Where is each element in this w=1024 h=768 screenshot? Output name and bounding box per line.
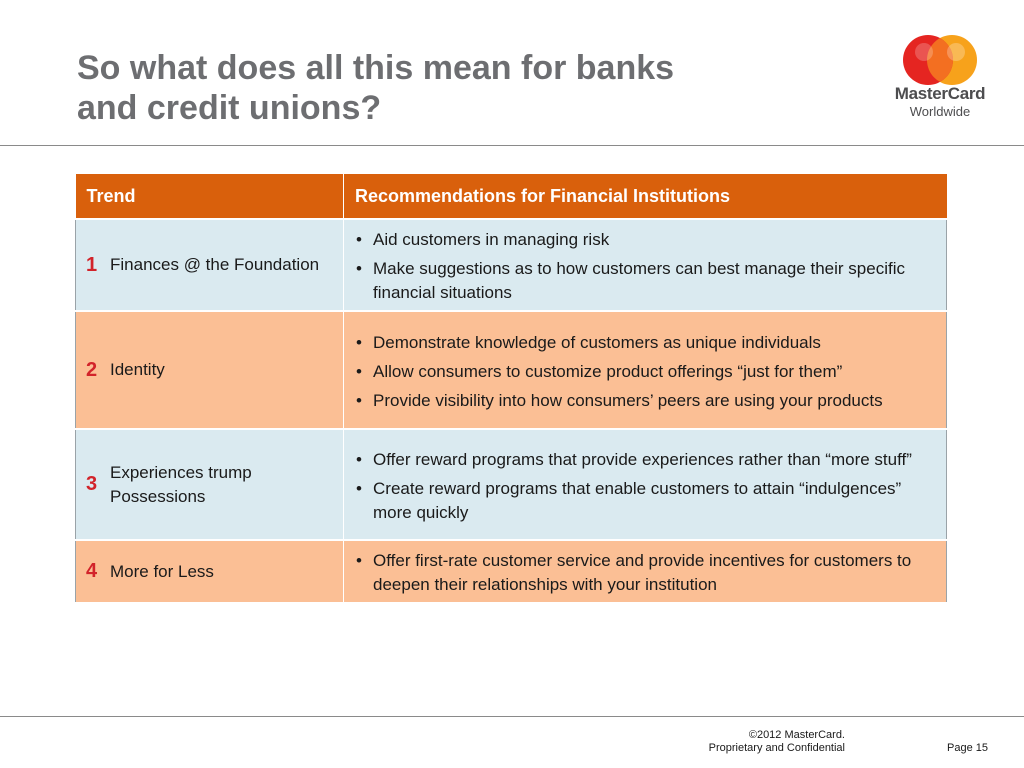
trend-cell — [76, 429, 344, 540]
list-item: • Allow consumers to customize product offerings “just for them” — [356, 360, 936, 384]
slide-title — [77, 48, 777, 128]
recommendations-cell — [344, 540, 947, 602]
trend-cell — [76, 540, 344, 602]
logo-brand-text: MasterCard — [894, 84, 986, 103]
trend-label: Identity — [110, 360, 165, 379]
recommendations-list — [344, 440, 946, 530]
list-item: • Offer first-rate customer service and provide incentives for customers to deepen their relationships with your institution — [356, 549, 936, 597]
recommendations-table — [75, 174, 947, 602]
slide-title-line-2: and credit unions? — [77, 89, 382, 127]
trend-label: Experiences trump Possessions — [110, 462, 252, 506]
copyright-text: ©2012 MasterCard. — [748, 729, 845, 741]
table-row — [76, 540, 947, 602]
trend-label: More for Less — [110, 561, 214, 581]
recommendations-list — [344, 220, 946, 310]
table-row — [76, 311, 947, 429]
slide-title-line-1: So what does all this mean for banks — [77, 49, 675, 87]
table-row — [76, 219, 947, 311]
trend-number: 3 — [86, 473, 98, 495]
table-row — [76, 429, 947, 540]
page-number: Page 15 — [947, 742, 988, 754]
trend-label: Finances @ the Foundation — [110, 255, 320, 274]
mastercard-circles-icon — [902, 34, 978, 86]
trend-number: 1 — [86, 253, 98, 276]
trend-number: 4 — [86, 560, 98, 582]
logo-sub-text: Worldwide — [909, 104, 971, 119]
footer-divider — [0, 716, 1024, 717]
list-item: • Aid customers in managing risk — [356, 228, 936, 252]
confidential-text: Proprietary and Confidential — [708, 742, 845, 754]
trend-cell — [76, 311, 344, 429]
trend-number: 2 — [86, 358, 98, 381]
header-divider — [0, 145, 1024, 146]
header-trend: Trend — [76, 174, 344, 219]
list-item: • Provide visibility into how consumers’ peers are using your products — [356, 389, 936, 413]
recommendations-cell — [344, 311, 947, 429]
header-recommendations: Recommendations for Financial Institutions — [344, 174, 947, 219]
list-item: • Demonstrate knowledge of customers as unique individuals — [356, 331, 936, 355]
list-item: • Make suggestions as to how customers can best manage their specific financial situations — [356, 257, 936, 305]
trend-cell — [76, 219, 344, 311]
recommendations-list — [344, 323, 946, 418]
table-header-row — [76, 174, 947, 219]
list-item: • Offer reward programs that provide experiences rather than “more stuff” — [356, 448, 936, 472]
recommendations-list — [344, 541, 946, 602]
footer-copyright — [690, 729, 845, 755]
mastercard-logo — [884, 34, 996, 124]
list-item: • Create reward programs that enable customers to attain “indulgences” more quickly — [356, 477, 936, 525]
recommendations-cell — [344, 219, 947, 311]
recommendations-cell — [344, 429, 947, 540]
